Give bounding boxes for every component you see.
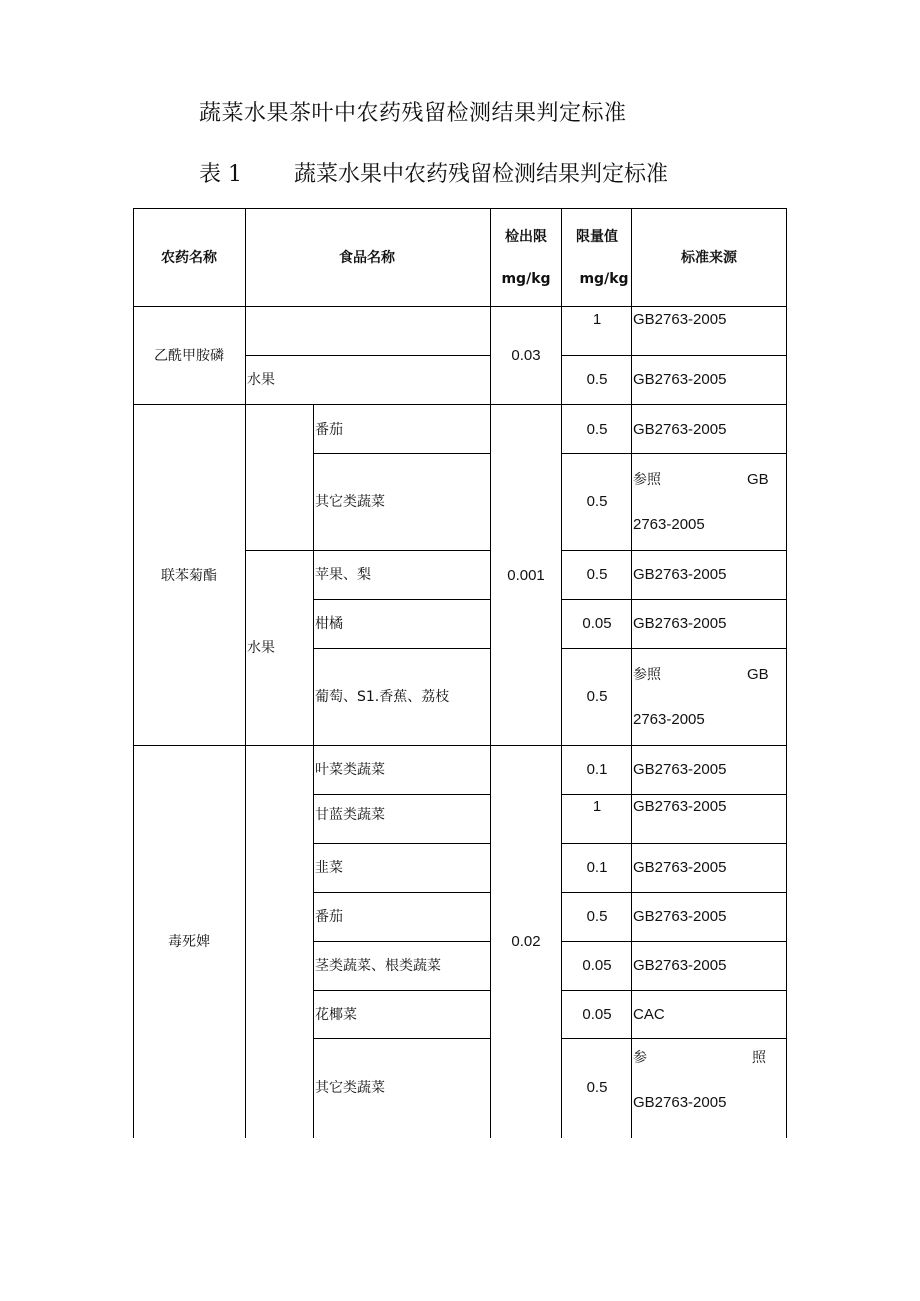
col-rule (561, 208, 562, 1138)
limit-value: 1 (592, 798, 602, 815)
row-rule (561, 1038, 786, 1039)
standard-source-ref: 照 (752, 1050, 766, 1066)
table-caption-title: 蔬菜水果中农药残留检测结果判定标准 (294, 162, 669, 187)
pesticide-name: 毒死婢 (168, 934, 210, 950)
row-rule (561, 648, 786, 649)
header-standard: 标准来源 (681, 250, 737, 266)
food-name: 柑橘 (315, 616, 343, 632)
standard-source-ref: 2763-2005 (633, 711, 705, 728)
row-rule (561, 453, 786, 454)
document-title: 蔬菜水果茶叶中农药残留检测结果判定标准 (199, 101, 627, 126)
row-rule (245, 550, 490, 551)
row-rule (561, 892, 786, 893)
group-rule (133, 404, 786, 405)
table-border-top (133, 208, 786, 209)
limit-value: 0.05 (582, 1006, 612, 1023)
header-rule (133, 306, 786, 307)
standard-source: GB2763-2005 (633, 761, 727, 778)
group-rule (133, 745, 786, 746)
col-rule (245, 208, 246, 1138)
standard-source-ref: GB (747, 471, 769, 488)
col-rule (786, 208, 787, 1138)
limit-value: 0.5 (586, 908, 608, 925)
row-rule (561, 355, 786, 356)
food-name: 茎类蔬菜、根类蔬菜 (315, 958, 441, 974)
row-rule (561, 941, 786, 942)
standard-source: GB2763-2005 (633, 421, 727, 438)
limit-value: 0.5 (586, 1079, 608, 1096)
limit-value: 0.1 (586, 859, 608, 876)
row-rule (561, 599, 786, 600)
limit-value: 0.5 (586, 371, 608, 388)
standard-source: GB2763-2005 (633, 371, 727, 388)
standard-source-ref: GB (747, 666, 769, 683)
standard-source: GB2763-2005 (633, 957, 727, 974)
standard-source: GB2763-2005 (633, 859, 727, 876)
row-rule (245, 355, 490, 356)
standard-source-ref: GB2763-2005 (633, 1094, 727, 1111)
row-rule (561, 990, 786, 991)
row-rule (313, 794, 490, 795)
pesticide-name: 联苯菊酯 (161, 568, 217, 584)
food-name: 甘蓝类蔬菜 (315, 807, 385, 823)
row-rule (313, 843, 490, 844)
food-name: 葡萄、S1.香蕉、荔枝 (315, 689, 450, 705)
detection-limit-value: 0.001 (507, 567, 545, 584)
col-rule (631, 208, 632, 1138)
limit-value: 0.5 (586, 493, 608, 510)
header-pesticide: 农药名称 (161, 250, 217, 266)
standard-source-ref: 参 (633, 1050, 647, 1066)
detection-limit-value: 0.02 (511, 933, 541, 950)
food-name: 韭菜 (315, 860, 343, 876)
limit-value: 0.05 (582, 957, 612, 974)
standard-source: GB2763-2005 (633, 311, 727, 328)
row-rule (313, 599, 490, 600)
limit-value: 0.5 (586, 421, 608, 438)
standard-source: CAC (633, 1006, 665, 1023)
header-detection-limit: 检出限 (505, 229, 547, 245)
food-name: 其它类蔬菜 (315, 1080, 385, 1096)
limit-value: 0.5 (586, 566, 608, 583)
standard-source: GB2763-2005 (633, 798, 727, 815)
pesticide-name: 乙酰甲胺磷 (154, 348, 224, 364)
table-caption-label: 表 (199, 162, 222, 187)
row-rule (313, 648, 490, 649)
standard-source-ref: 参照 (633, 667, 661, 683)
row-rule (561, 794, 786, 795)
col-rule (490, 208, 491, 1138)
limit-value: 0.5 (586, 688, 608, 705)
standard-source: GB2763-2005 (633, 908, 727, 925)
food-name: 其它类蔬菜 (315, 494, 385, 510)
row-rule (313, 990, 490, 991)
standard-source: GB2763-2005 (633, 566, 727, 583)
row-rule (313, 1038, 490, 1039)
row-rule (313, 453, 490, 454)
header-limit-value-unit: mg/kg (579, 271, 629, 287)
food-category: 水果 (247, 372, 275, 388)
food-name: 叶菜类蔬菜 (315, 762, 385, 778)
food-name: 番茄 (315, 909, 343, 925)
limit-value: 0.1 (586, 761, 608, 778)
limit-value: 1 (592, 311, 602, 328)
row-rule (313, 892, 490, 893)
standard-source: GB2763-2005 (633, 615, 727, 632)
header-food: 食品名称 (339, 250, 395, 266)
row-rule (561, 843, 786, 844)
food-category: 水果 (247, 640, 275, 656)
standard-source-ref: 参照 (633, 472, 661, 488)
food-name: 苹果、梨 (315, 567, 371, 583)
food-name: 番茄 (315, 422, 343, 438)
standard-source-ref: 2763-2005 (633, 516, 705, 533)
detection-limit-value: 0.03 (511, 347, 541, 364)
limit-value: 0.05 (582, 615, 612, 632)
food-name: 花椰菜 (315, 1007, 357, 1023)
header-detection-limit-unit: mg/kg (501, 271, 551, 287)
row-rule (313, 941, 490, 942)
header-limit-value: 限量值 (576, 229, 618, 245)
col-rule (313, 404, 314, 1138)
table-caption-number: 1 (228, 162, 243, 187)
col-rule (133, 208, 134, 1138)
row-rule (561, 550, 786, 551)
